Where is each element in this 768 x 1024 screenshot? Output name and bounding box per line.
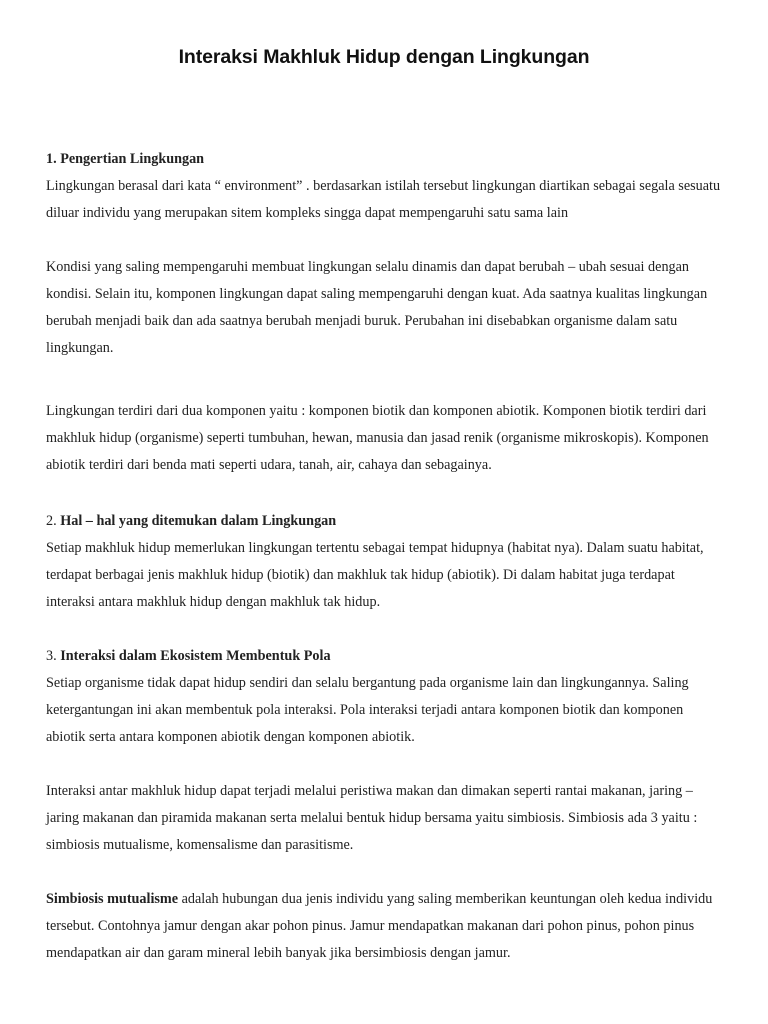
- document-title: Interaksi Makhluk Hidup dengan Lingkungan: [178, 46, 590, 68]
- section-2-number: 2.: [46, 513, 61, 529]
- simbiosis-mutualisme-definition: adalah hubungan dua jenis individu yang saling memberikan keuntungan oleh kedua individu tersebut. Contohnya jamur dengan akar pohon pinus. Jamur mendapatkan makanan dari pohon pinus, pohon pinus mendapatkan air dan garam mineral lebih banyak jika bersimbiosis dengan jamur.: [46, 891, 713, 961]
- section-2-paragraph-1: Setiap makhluk hidup memerlukan lingkungan tertentu sebagai tempat hidupnya (habitat nya). Dalam suatu habitat, terdapat berbagai jenis makhluk hidup (biotik) dan makhluk tak hidup (abiotik). Di dalam habitat juga terdapat interaksi antara makhluk hidup dengan makhluk tak hidup.: [46, 540, 704, 610]
- section-3-title: Interaksi dalam Ekosistem Membentuk Pola: [60, 648, 331, 664]
- section-3-paragraph-2: Interaksi antar makhluk hidup dapat terjadi melalui peristiwa makan dan dimakan seperti rantai makanan, jaring – jaring makanan dan piramida makanan serta melalui bentuk hidup bersama yaitu simbiosis. Simbiosis ada 3 yaitu : simbiosis mutualisme, komensalisme dan parasitisme.: [46, 783, 698, 853]
- document-body: [46, 146, 722, 967]
- section-2-heading: [46, 508, 722, 535]
- section-1-paragraph-3: Lingkungan terdiri dari dua komponen yaitu : komponen biotik dan komponen abiotik. Komponen biotik terdiri dari makhluk hidup (organisme) seperti tumbuhan, hewan, manusia dan jasad renik (organisme mikroskopis). Komponen abiotik terdiri dari benda mati seperti udara, tanah, air, cahaya dan sebagainya.: [46, 403, 709, 473]
- section-1-paragraph-1: Lingkungan berasal dari kata “ environment” . berdasarkan istilah tersebut lingkungan diartikan sebagai segala sesuatu diluar individu yang merupakan sitem kompleks singga dapat mempengaruhi satu sama lain: [46, 178, 721, 221]
- section-3-number: 3.: [46, 648, 61, 664]
- section-3-paragraph-1: Setiap organisme tidak dapat hidup sendiri dan selalu bergantung pada organisme lain dan lingkungannya. Saling ketergantungan ini akan membentuk pola interaksi. Pola interaksi terjadi antara komponen biotik dan komponen abiotik serta antara komponen abiotik dengan komponen abiotik.: [46, 675, 689, 745]
- section-3-paragraph-3: [46, 886, 722, 967]
- section-1-paragraph-2: Kondisi yang saling mempengaruhi membuat lingkungan selalu dinamis dan dapat berubah – ubah sesuai dengan kondisi. Selain itu, komponen lingkungan dapat saling mempengaruhi dengan kuat. Ada saatnya kualitas lingkungan berubah menjadi baik dan ada saatnya berubah menjadi buruk. Perubahan ini disebabkan organisme dalam satu lingkungan.: [46, 259, 708, 356]
- section-2-title: Hal – hal yang ditemukan dalam Lingkungan: [60, 513, 337, 529]
- section-1-heading: 1. Pengertian Lingkungan: [46, 151, 205, 167]
- section-3-heading: [46, 643, 722, 670]
- simbiosis-mutualisme-term: Simbiosis mutualisme: [46, 891, 179, 907]
